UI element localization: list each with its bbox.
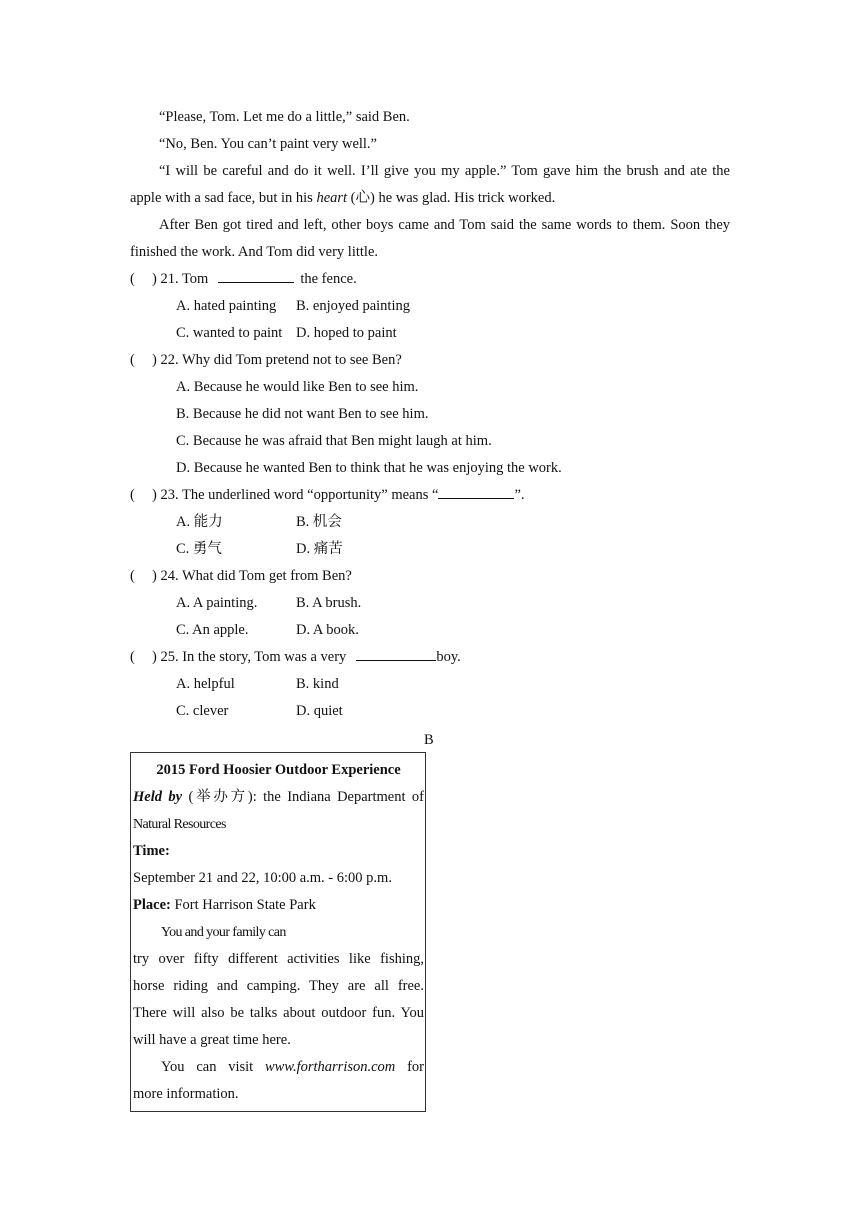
option-d: D. Because he wanted Ben to think that he was enjoying the work.: [176, 460, 562, 476]
passage-paragraph-4: After Ben got tired and left, other boys came and Tom said the same words to them. Soon they finished the work. And Tom did very little.: [130, 217, 730, 260]
option-a: A. Because he would like Ben to see him.: [176, 379, 419, 395]
option-row: [130, 509, 730, 536]
option-b: B. 机会: [296, 514, 342, 530]
ad-visit: [133, 1054, 424, 1081]
ad-held-by: [133, 784, 424, 811]
option-c: C. 勇气: [176, 541, 222, 557]
ad-activities-line: try over fifty different activities like fishing,: [133, 951, 424, 967]
answer-blank[interactable]: [438, 484, 514, 499]
option-row: [130, 293, 730, 320]
answer-paren-close: ): [152, 487, 157, 503]
option-b: B. Because he did not want Ben to see him.: [176, 406, 429, 422]
question-23: [130, 482, 730, 509]
ad-place: [133, 892, 424, 919]
option-c: C. clever: [176, 703, 229, 719]
passage-text: “I will be careful and do it well. I’ll give you my apple.” Tom gave him the brush and ate the apple with a sad face, but in his: [130, 163, 730, 206]
option-row: [130, 590, 730, 617]
ad-time-label: Time:: [133, 843, 170, 859]
option-a: A. 能力: [176, 514, 223, 530]
answer-paren-open: (: [130, 487, 135, 503]
option-row: [130, 536, 730, 563]
answer-paren-open: (: [130, 271, 135, 287]
question-stem-end: boy.: [436, 649, 461, 665]
passage-text: (心) he was glad. His trick worked.: [347, 190, 556, 206]
option-b: B. enjoyed painting: [296, 298, 410, 314]
option-d: D. quiet: [296, 703, 343, 719]
answer-blank[interactable]: [218, 268, 294, 283]
question-stem: 24. What did Tom get from Ben?: [160, 568, 352, 584]
ad-family: You and your family can: [161, 925, 286, 940]
option-a: A. hated painting: [176, 298, 277, 314]
option-row: [130, 671, 730, 698]
option-d: D. 痛苦: [296, 541, 343, 557]
option-c: C. wanted to paint: [176, 325, 283, 341]
answer-paren-close: ): [152, 352, 157, 368]
document-page: [130, 104, 730, 1102]
answer-paren-close: ): [152, 649, 157, 665]
question-22: [130, 347, 730, 374]
answer-paren-open: (: [130, 568, 135, 584]
section-label-b: B: [424, 732, 434, 748]
question-stem: 23. The underlined word “opportunity” means “: [160, 487, 439, 503]
question-24: [130, 563, 730, 590]
visit-text: You can visit: [161, 1059, 266, 1075]
place-value: Fort Harrison State Park: [170, 897, 316, 913]
option-b: B. A brush.: [296, 595, 362, 611]
question-21: [130, 266, 730, 293]
option-row: [130, 455, 730, 482]
option-c: C. An apple.: [176, 622, 249, 638]
option-b: B. kind: [296, 676, 339, 692]
option-d: D. A book.: [296, 622, 359, 638]
option-a: A. A painting.: [176, 595, 258, 611]
option-a: A. helpful: [176, 676, 235, 692]
question-stem-end: the fence.: [300, 271, 357, 287]
ad-activities-line: There will also be talks about outdoor fun. You: [133, 1005, 424, 1021]
ad-title: 2015 Ford Hoosier Outdoor Experience: [156, 762, 401, 778]
passage-paragraph-3: [130, 158, 730, 212]
advertisement-box: [130, 752, 426, 1112]
answer-paren-open: (: [130, 352, 135, 368]
answer-blank[interactable]: [356, 646, 436, 661]
option-row: [130, 401, 730, 428]
held-by-value: (举办方): the Indiana Department of: [182, 789, 424, 805]
question-25: [130, 644, 730, 671]
answer-paren-close: ): [152, 271, 157, 287]
option-row: [130, 320, 730, 347]
ad-activities-line: horse riding and camping. They are all free.: [133, 978, 424, 994]
option-c: C. Because he was afraid that Ben might laugh at him.: [176, 433, 492, 449]
ad-held-by-cont: Natural Resources: [133, 817, 226, 832]
question-stem: 25. In the story, Tom was a very: [160, 649, 347, 665]
passage-paragraph-2: “No, Ben. You can’t paint very well.”: [159, 136, 377, 152]
question-stem: 22. Why did Tom pretend not to see Ben?: [160, 352, 402, 368]
question-stem: 21. Tom: [160, 271, 209, 287]
passage-italic-word: heart: [316, 190, 348, 206]
ad-time-value: September 21 and 22, 10:00 a.m. - 6:00 p.m.: [133, 870, 392, 886]
option-d: D. hoped to paint: [296, 325, 397, 341]
answer-paren-close: ): [152, 568, 157, 584]
answer-paren-open: (: [130, 649, 135, 665]
ad-visit-cont: more information.: [133, 1086, 239, 1102]
place-label: Place:: [133, 897, 171, 913]
question-stem-end: ”.: [514, 487, 525, 503]
held-by-label: Held by: [133, 789, 183, 805]
option-row: [130, 428, 730, 455]
visit-text: for: [395, 1059, 424, 1075]
ad-activities-line: will have a great time here.: [133, 1032, 291, 1048]
visit-url-link[interactable]: www.fortharrison.com: [265, 1059, 396, 1075]
option-row: [130, 374, 730, 401]
option-row: [130, 617, 730, 644]
option-row: [130, 698, 730, 725]
passage-paragraph-1: “Please, Tom. Let me do a little,” said Ben.: [159, 109, 410, 125]
